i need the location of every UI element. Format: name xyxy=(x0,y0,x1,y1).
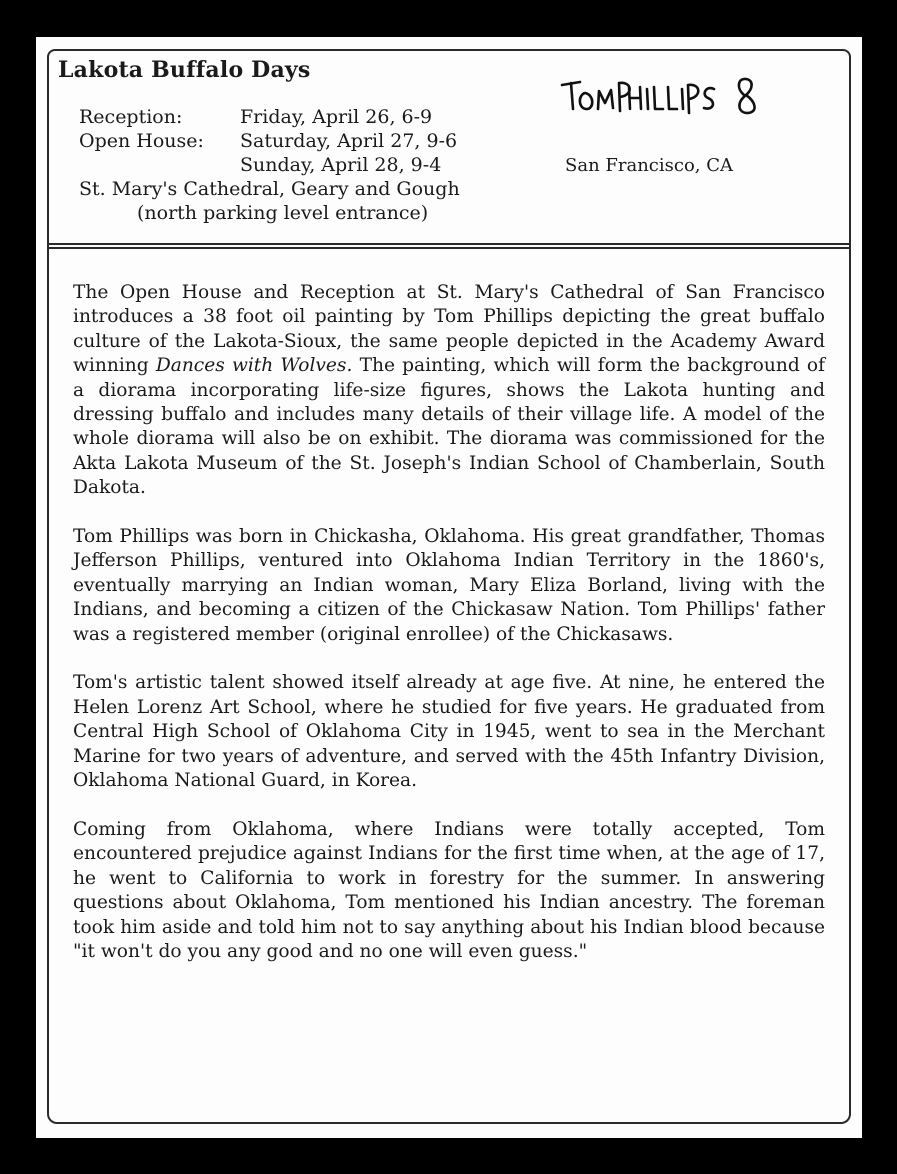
artist-signature xyxy=(558,73,768,123)
venue-note: (north parking level entrance) xyxy=(137,202,429,224)
film-title: Dances with Wolves. xyxy=(155,355,353,377)
location-text: San Francisco, CA xyxy=(565,155,734,176)
body-paragraph: Tom Phillips was born in Chickasha, Oklahoma. His great grandfather, Thomas Jefferson Phillips, ventured into Oklahoma Indian Territory in the 1860's, eventually marrying an Indian woman, Mary Eliza Borland, living with the Indians, and becoming a citizen of the Chickasaw Nation. Tom Phillips' father was a registered member (original enrollee) of the Chickasaws. xyxy=(73,526,825,645)
schedule-value: Friday, April 26, 6-9 xyxy=(240,106,433,128)
body-paragraph: Coming from Oklahoma, where Indians were totally accepted, Tom encountered prejudice against Indians for the first time when, at the age of 17, he went to California to work in forestry for the summer. In answering questions about Oklahoma, Tom mentioned his Indian ancestry. The foreman took him aside and told him not to say anything about his Indian blood because "it won't do you any good and no one will even guess." xyxy=(73,818,825,962)
body-paragraph: The Open House and Reception at St. Mary's Cathedral of San Francisco introduces a 38 foot oil painting by Tom Phillips depicting the great buffalo culture of the Lakota-Sioux, the same people depicted in the Academy Award winning Dances with Wolves. The painting, which will form the background of a diorama incorporating life-size figures, shows the Lakota hunting and dressing buffalo and includes many details of their village life. A model of the whole diorama will also be on exhibit. The diorama was commissioned for the Akta Lakota Museum of the St. Joseph's Indian School of Chamberlain, South Dakota. xyxy=(73,282,825,499)
schedule-label: Open House: xyxy=(79,130,204,152)
body-paragraph: Tom's artistic talent showed itself already at age five. At nine, he entered the Helen Lorenz Art School, where he studied for five years. He graduated from Central High School of Oklahoma City in 1945, went to sea in the Merchant Marine for two years of adventure, and served with the 45th Infantry Division, Oklahoma National Guard, in Korea. xyxy=(73,672,825,792)
schedule-row-sunday xyxy=(79,153,441,177)
venue-line: St. Mary's Cathedral, Geary and Gough xyxy=(79,178,460,200)
article-body xyxy=(73,281,825,989)
schedule-row-reception xyxy=(79,105,432,129)
schedule-label: Reception: xyxy=(79,106,183,128)
document-page xyxy=(36,37,862,1138)
schedule-value: Sunday, April 28, 9-4 xyxy=(240,154,442,176)
schedule-row-open-house xyxy=(79,129,457,153)
page-title: Lakota Buffalo Days xyxy=(58,57,311,83)
schedule-value: Saturday, April 27, 9-6 xyxy=(240,130,458,152)
